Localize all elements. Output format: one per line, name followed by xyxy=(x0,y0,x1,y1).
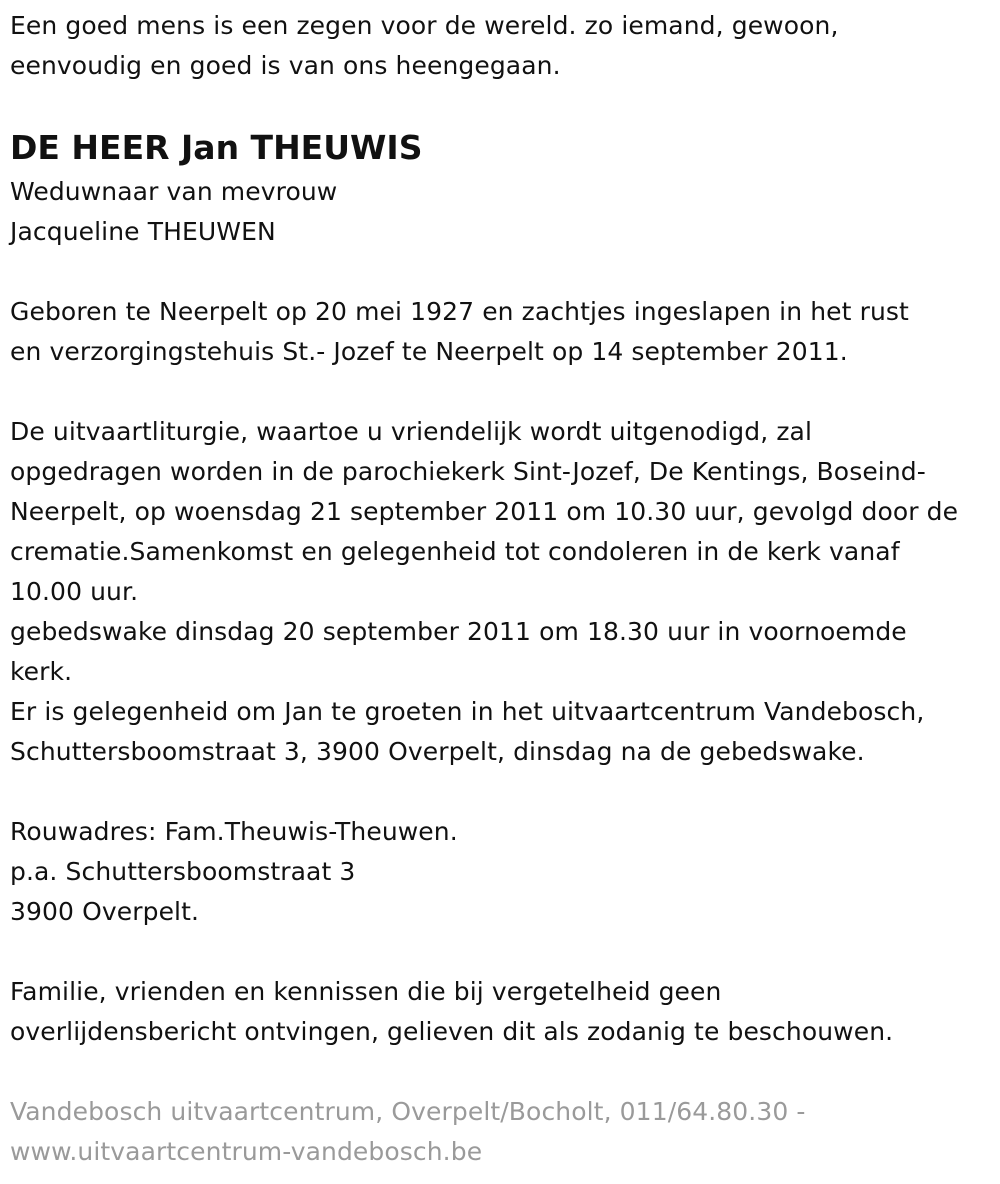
birth-death-line: en verzorgingstehuis St.- Jozef te Neerpelt op 14 september 2011. xyxy=(10,337,848,366)
spacer xyxy=(10,1052,990,1092)
address-line: 3900 Overpelt. xyxy=(10,897,200,926)
ceremony-line: gebedswake dinsdag 20 september 2011 om 18.30 uur in voornoemde xyxy=(10,617,907,646)
ceremony-info xyxy=(10,412,990,772)
spacer xyxy=(10,372,990,412)
ceremony-line: 10.00 uur. xyxy=(10,577,139,606)
address-line: Rouwadres: Fam.Theuwis-Theuwen. xyxy=(10,817,458,846)
spacer xyxy=(10,252,990,292)
ceremony-line: Er is gelegenheid om Jan te groeten in het uitvaartcentrum Vandebosch, xyxy=(10,697,925,726)
notice-line: overlijdensbericht ontvingen, gelieven dit als zodanig te beschouwen. xyxy=(10,1017,894,1046)
intro-quote xyxy=(10,6,990,86)
ceremony-line: De uitvaartliturgie, waartoe u vriendelijk wordt uitgenodigd, zal xyxy=(10,417,813,446)
intro-line: eenvoudig en goed is van ons heengegaan. xyxy=(10,51,561,80)
spouse-line: Jacqueline THEUWEN xyxy=(10,217,276,246)
footer-website: www.uitvaartcentrum-vandebosch.be xyxy=(10,1137,483,1166)
birth-death-info xyxy=(10,292,990,372)
spouse-info xyxy=(10,172,990,252)
ceremony-line: Schuttersboomstraat 3, 3900 Overpelt, dinsdag na de gebedswake. xyxy=(10,737,865,766)
birth-death-line: Geboren te Neerpelt op 20 mei 1927 en zachtjes ingeslapen in het rust xyxy=(10,297,909,326)
address-line: p.a. Schuttersboomstraat 3 xyxy=(10,857,356,886)
funeral-home-footer xyxy=(10,1092,990,1172)
footer-line: Vandebosch uitvaartcentrum, Overpelt/Bocholt, 011/64.80.30 - xyxy=(10,1097,806,1126)
spacer xyxy=(10,932,990,972)
spouse-line: Weduwnaar van mevrouw xyxy=(10,177,338,206)
ceremony-line: opgedragen worden in de parochiekerk Sint-Jozef, De Kentings, Boseind- xyxy=(10,457,926,486)
spacer xyxy=(10,772,990,812)
deceased-name: DE HEER Jan THEUWIS xyxy=(10,128,423,167)
ceremony-line: Neerpelt, op woensdag 21 september 2011 om 10.30 uur, gevolgd door de xyxy=(10,497,959,526)
family-notice xyxy=(10,972,990,1052)
ceremony-line: kerk. xyxy=(10,657,73,686)
ceremony-line: crematie.Samenkomst en gelegenheid tot condoleren in de kerk vanaf xyxy=(10,537,900,566)
intro-line: Een goed mens is een zegen voor de wereld. zo iemand, gewoon, xyxy=(10,11,839,40)
notice-line: Familie, vrienden en kennissen die bij vergetelheid geen xyxy=(10,977,722,1006)
mourning-address xyxy=(10,812,990,932)
